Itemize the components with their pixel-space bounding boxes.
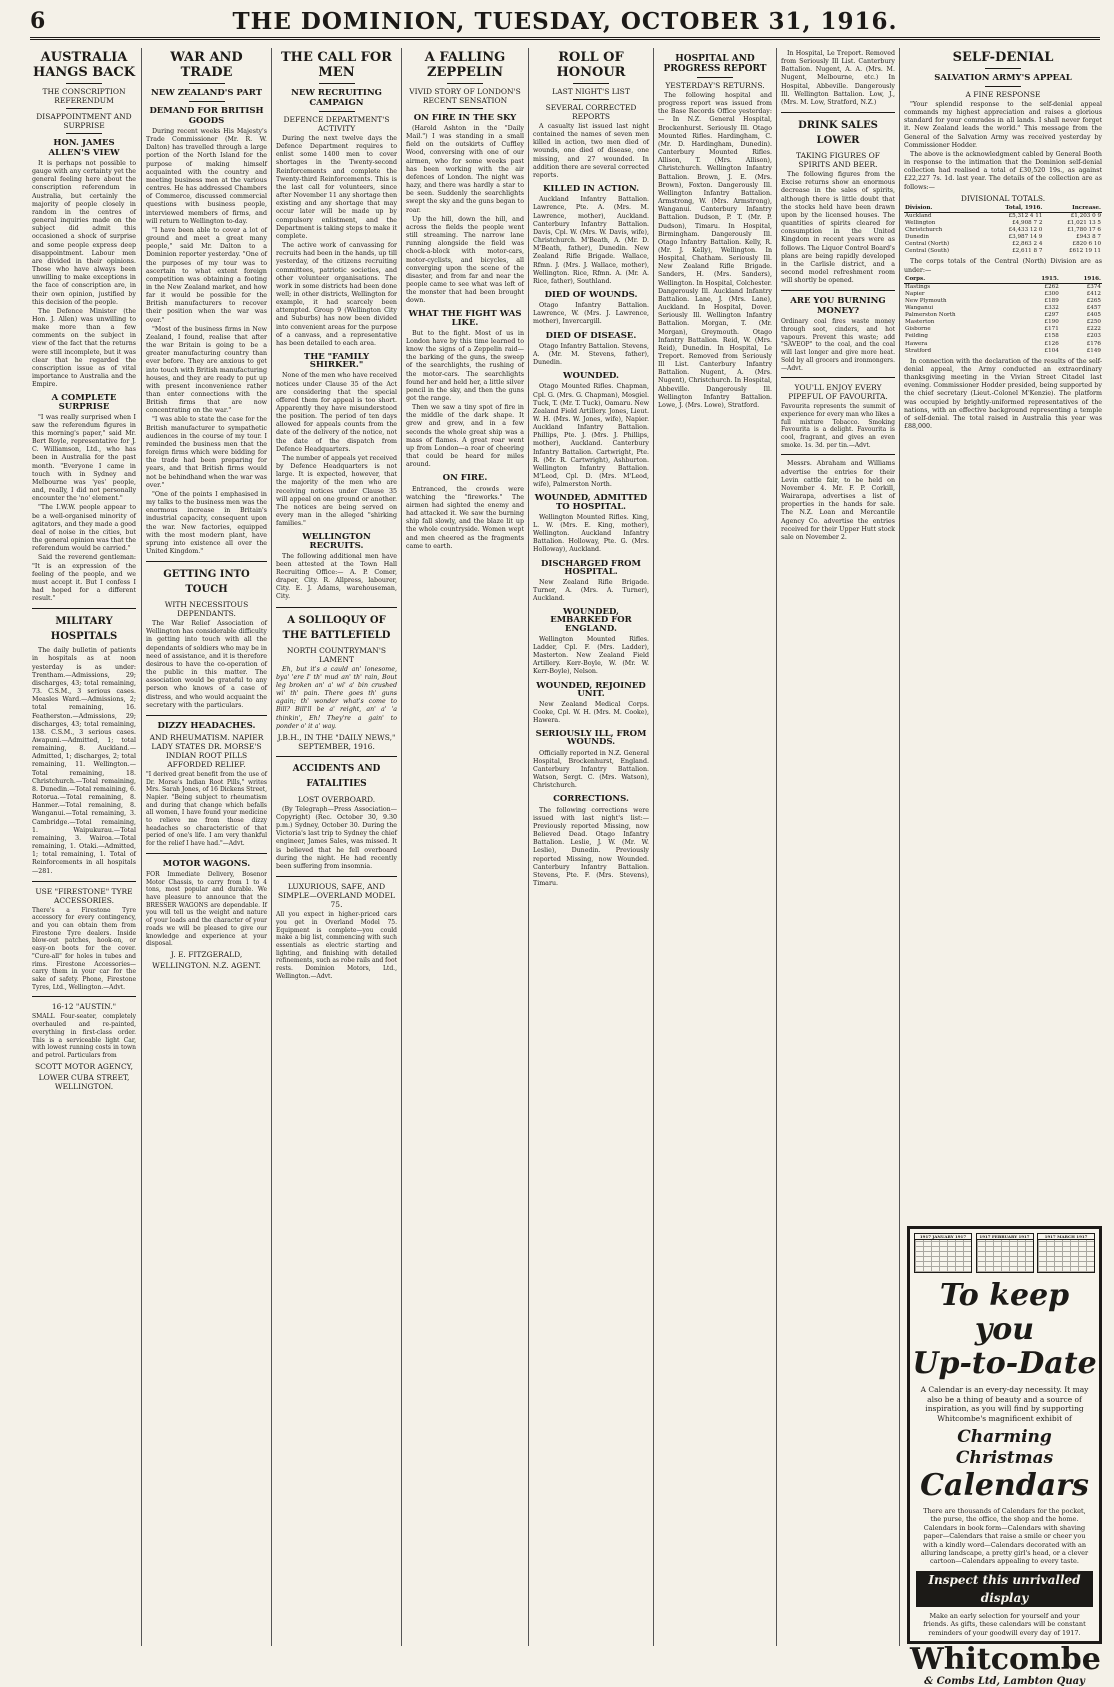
table-cell: £374 xyxy=(1086,283,1101,290)
section-heading: WOUNDED, REJOINED UNIT. xyxy=(536,680,646,699)
ad-agency: SCOTT MOTOR AGENCY, xyxy=(34,1061,134,1071)
poem-attribution: J.B.H., IN THE "DAILY NEWS," SEPTEMBER, 1916. xyxy=(277,732,396,751)
table-cell: £265 xyxy=(1086,297,1101,304)
column-rule xyxy=(401,48,402,1646)
headline: AUSTRALIA HANGS BACK xyxy=(33,50,135,80)
column-drink-sales xyxy=(781,50,895,1646)
casualty-list: Wellington Mounted Rifles. Ladder, Cpl. F. (Mrs. Ladder), Masterton. New Zealand Field Artillery. Kerr-Boyle, W. (Mr. W. Kerr-Boyle), Nelson. xyxy=(533,635,649,676)
table-cell: £612 19 11 xyxy=(1068,248,1101,255)
calendar-grid xyxy=(1038,1240,1094,1272)
ad-heading: USE "FIRESTONE" TYRE ACCESSORIES. xyxy=(35,886,133,905)
table-row xyxy=(904,333,1102,340)
ad-subheadline: Calendars xyxy=(920,1468,1089,1503)
deck: SALVATION ARMY'S APPEAL xyxy=(934,73,1072,83)
ad-deck: AND RHEUMATISM. NAPIER LADY STATES DR. MORSE'S INDIAN ROOT PILLS AFFORDED RELIEF. xyxy=(149,732,264,769)
column-roll-of-honour xyxy=(533,50,649,1646)
table-row xyxy=(904,283,1102,291)
calendar-grid xyxy=(915,1240,971,1272)
ad-text: Make an early selection for yourself and your friends. As gifts, these calendars will be constant reminders of your goodwill every day of 1917. xyxy=(923,1611,1086,1637)
subheading: A COMPLETE SURPRISE xyxy=(51,393,117,412)
table-row xyxy=(904,227,1102,234)
table-cell: Stratford xyxy=(905,347,932,354)
article-paragraph: None of the men who have received notices under Clause 35 of the Act are considering that the special offered them for appeal is too short. Apparently they have misunderstood the position. The period of ten days allowed for appeals counts from the date of the delivery of the notice, not the date of the dispatch from Defence Headquarters. xyxy=(276,372,397,453)
article-paragraph: Then we saw a tiny spot of fire in the middle of the dark shape. It grew and grew, and in a few seconds the whole great ship was a mass of flames. A great roar went up from London—a roar of cheering that could be heard for miles around. xyxy=(406,404,524,469)
table-cell: Central (North) xyxy=(905,241,950,248)
section-heading: CORRECTIONS. xyxy=(553,794,629,805)
article-paragraph: The active work of canvassing for recruits had been in the hands, up till yesterday, of the citizens recruiting committees, patriotic societies, and other volunteer organisations. The work in some districts had been done well; in other districts, Wellington for example, it had scarcely been attempted. Group 9 (Wellington City and Suburbs) has now been divided into convenient areas for the purpose of a canvass, and a representative has been detailed to each area. xyxy=(276,242,397,347)
table-cell: £3,987 14 9 xyxy=(1008,234,1043,241)
deck: A FINE RESPONSE xyxy=(965,90,1041,99)
article-paragraph: During the next twelve days the Defence Department requires to enlist some 1400 men to cover shortages in the Twenty-second Reinforcements and complete the Twenty-third Reinforcements. This is the last call for volunteers, since after November 11 any shortage then existing and any shortage that may occur later will be made up by compulsory enlistment, and the Department is taking steps to make it complete. xyxy=(276,135,397,240)
table-cell: £300 xyxy=(1044,290,1059,297)
casualty-list: Otago Infantry Battalion. Lawrence, W. (Mrs. J. Lawrence, mother), Invercargill. xyxy=(533,302,649,326)
table-header: Increase. xyxy=(1043,205,1102,213)
deck: NORTH COUNTRYMAN'S LAMENT xyxy=(286,645,387,664)
deck: LAST NIGHT'S LIST xyxy=(552,87,630,96)
corps-totals-table xyxy=(904,276,1102,355)
column-hospital-report xyxy=(658,50,772,1646)
table-cell: £1,203 0 9 xyxy=(1070,212,1101,219)
deck: TAKING FIGURES OF SPIRITS AND BEER. xyxy=(796,151,880,170)
ad-brand-address: & Combs Ltd, Lambton Quay xyxy=(924,1676,1085,1687)
table-cell: £412 xyxy=(1086,290,1101,297)
article-paragraph: "One of the points I emphasised in my talks to the business men was the enormous increase in Britain's industrial capacity, consequent upon the war. New factories, equipped with the most modern plant, have sprung into existence all over the United Kingdom." xyxy=(146,490,267,555)
table-row xyxy=(904,298,1102,305)
section-heading: KILLED IN ACTION. xyxy=(542,184,640,195)
table-cell: £190 xyxy=(1044,319,1059,326)
hospital-report-text: The following hospital and progress report was issued from the Base Records Office yesterday:— In N.Z. General Hospital, Brockenhurst. Seriously Ill. Otago Mounted Rifles. Hardingham, C. (Mr. D. Hardingham, Dunedin). Canterbury Mounted Rifles. Allison, T. (Mrs. Allison), Christchurch. Wellington Infantry Battalion. Brown, J. E. (Mrs. Brown), Foxton. Dangerously Ill. Wellington Infantry Battalion. Armstrong, W. (Mrs. Armstrong), Wanganui. Canterbury Infantry Battalion. Dudson, P. T. (Mr. P. Dudson), Timaru. In Hospital, Birmingham. Dangerously Ill. Otago Infantry Battalion. Kelly, R. (Mr. J. Kelly), Wellington. In Hospital, Chatham. Seriously Ill. New Zealand Rifle Brigade. Sanders, H. (Mrs. Sanders), Wellington. In Hospital, Colchester. Dangerously Ill. Auckland Infantry Battalion. Lane, J. (Mrs. Lane), Auckland. In Hospital, Dover. Seriously Ill. Wellington Infantry Battalion. Morgan, T. (Mr. Morgan), Greymouth. Otago Infantry Battalion. Reid, W. (Mrs. Reid), Dunedin. In Hospital, Le Treport. Removed from Seriously Ill List. Canterbury Infantry Battalion. Nugent, A. (Mrs. Nugent), Christchurch. In Hospital, Abbeville. Dangerously Ill. Wellington Infantry Battalion. Lowe, J. (Mrs. Lowe), Stratford. xyxy=(658,92,772,409)
table-cell: £1,780 17 6 xyxy=(1067,227,1101,233)
ad-signature: WELLINGTON. N.Z. AGENT. xyxy=(152,960,261,970)
column-rule xyxy=(141,48,142,1646)
table-cell: £405 xyxy=(1086,312,1101,319)
casualty-list: Officially reported in N.Z. General Hospital, Brockenhurst, England. Canterbury Infantry Battalion. Watson, Sergt. C. (Mrs. Watson), Christchurch. xyxy=(533,749,649,790)
subheading: WHAT THE FIGHT WAS LIKE. xyxy=(408,309,522,328)
advertisement: There's a Firestone Tyre accessory for every contingency, and you can obtain them from Firestone Tyre dealers. Inside blow-out patches, hook-on, or easy-on boots for the cover. "Cure-all" for holes in tubes and rims. Firestone Accessories—carry them in your car for the sake of safety. Phone, Firestone Tyres, Ltd., Wellington.—Advt. xyxy=(32,906,136,991)
deck: DEMAND FOR BRITISH GOODS xyxy=(149,106,264,126)
ad-heading: 16-12 "AUSTIN." xyxy=(51,1002,117,1012)
table-cell: £4,908 7 2 xyxy=(1012,219,1043,226)
calendar-month-title: 1917 FEBRUARY 1917 xyxy=(977,1234,1033,1240)
ad-heading: MOTOR WAGONS. xyxy=(162,858,251,869)
table-header: 1915. xyxy=(1018,276,1060,284)
casualty-list: The following corrections were issued with last night's list:— Previously reported Missing, now Believed Dead. Otago Infantry Battalion. Leslie, J. W. (Mr. W. Leslie), Dunedin. Previously reported Missing, now Wounded. Canterbury Infantry Battalion. Stevens, Pte. F. (Mrs. Stevens), Timaru. xyxy=(533,806,649,887)
table-header: Corps. xyxy=(904,276,1018,284)
table-cell: £5,312 4 11 xyxy=(1008,212,1043,219)
table-cell: Gisborne xyxy=(905,326,931,333)
table-cell: Christchurch xyxy=(905,227,943,233)
section-heading: DISCHARGED FROM HOSPITAL. xyxy=(541,558,641,577)
ad-banner: Inspect this unrivalled display xyxy=(916,1571,1093,1607)
table-cell: Palmerston North xyxy=(905,312,956,319)
deck: VIVID STORY OF LONDON'S RECENT SENSATION xyxy=(409,87,521,105)
advertisement: FOR Immediate Delivery, Bosenor Motor Chassis, to carry from 1 to 4 tons, most popular and durable. We have pleasure to announce that the BRESSER WAGONS are dependable. If you will tell us the weight and nature of your loads and the character of your roads we will be pleased to give our knowledge and experience at your disposal. xyxy=(146,870,267,948)
section-heading: DIED OF DISEASE. xyxy=(545,330,637,341)
hospital-report-text: In Hospital, Le Treport. Removed from Seriously Ill List. Canterbury Battalion. Nugent, A. A. (Mrs. M. Nugent, Melbourne, etc.) In Hospital, Abbeville. Dangerously Ill. Wellington Battalion. Low, J., (Mrs. M. Low, Stratford, N.Z.) xyxy=(781,50,895,106)
calendar-strip xyxy=(910,1229,1099,1273)
poem-text: Eh, but it's a cauld an' lonesome, bya' 'ere I' th' mud an' th' rain, Bout leg broken an' a' wi' a' bin crushed wi' th' pain. There goes th' guns again; th' wonder what's come to Bill? Bill'll be a' reight, an' a' 'a thinkin', Eh! They're a gain' to ponder o' it a' way. xyxy=(276,665,397,730)
article-paragraph: During recent weeks His Majesty's Trade Commissioner (Mr. R. W. Dalton) has travelled through a large portion of the North Island for the purpose of making himself acquainted with the country and meeting business men at the various centres. He has addressed Chambers of Commerce, discussed commercial questions with business people, interviewed members of firms, and will return to Wellington to-day. xyxy=(146,128,267,225)
subheading: ON FIRE. xyxy=(442,473,488,484)
table-header: 1916. xyxy=(1060,276,1102,284)
headline: DRINK SALES LOWER xyxy=(798,120,878,147)
ad-text: There are thousands of Calendars for the pocket, the purse, the office, the shop and the home. Calendars in book form—Calendars with shaving paper—Calendars that raise a smile or cheer you with a kindly word—Calendars decorated with an alluring landscape, a pretty girl's head, or a clever cartoon—Calendars appealing to every taste. xyxy=(920,1507,1089,1566)
casualty-list: Otago Mounted Rifles. Chapman, Cpl. G. (Mrs. G. Chapman), Mosgiel. Tuck, T. (Mr. T. Tuck), Oamaru. New Zealand Field Artillery. Jones, Lieut. W. H. (Mrs. W. Jones, wife), Napier. Auckland Infantry Battalion. Phillips, Pte. J. (Mrs. J. Phillips, mother), Auckland. Canterbury Infantry Battalion. Cartwright, Pte. R. (Mr. R. Cartwright), Ashburton. Wellington Infantry Battalion. M'Leod, Cpl. D. (Mrs. M'Leod, wife), Palmerston North. xyxy=(533,383,649,489)
newspaper-title: THE DOMINION, TUESDAY, OCTOBER 31, 1916. xyxy=(232,8,898,35)
calendar-month-title: 1917 JANUARY 1917 xyxy=(915,1234,971,1240)
table-cell: Wellington xyxy=(905,219,936,226)
column-rule xyxy=(776,48,777,1646)
ad-heading: YOU'LL ENJOY EVERY PIPEFUL OF FAVOURITA. xyxy=(788,383,888,402)
deck: NEW RECRUITING CAMPAIGN xyxy=(291,88,382,108)
ad-heading: ARE YOU BURNING MONEY? xyxy=(790,296,886,317)
article-paragraph: Said the reverend gentleman: "It is an expression of the feeling of the people, and we must accept it. But I confess I had hoped for a different result." xyxy=(32,554,136,603)
article-paragraph: It is perhaps not possible to gauge with any certainty yet the general feeling here about the conscription referendum in Australia, but certainly the majority of people closely in random in the centres of general inquiries made on the subject did admit this occasioned a shock of surprise and some people express deep disappointment. Labour men are divided in their opinions. Those who have always been unwilling to make exceptions in the face of conscription are, in their own opinion, justified by this decision of the people. xyxy=(32,160,136,306)
deck: DISAPPOINTMENT AND SURPRISE xyxy=(36,112,132,130)
subheading: THE "FAMILY SHIRKER." xyxy=(303,352,370,371)
article-paragraph: Messrs. Abraham and Williams advertise the entries for their Levin cattle fair, to be held on November 4. Mr. F. P. Corkill, Wairarapa, advertises a list of properties in the hands for sale. The N.Z. Loan and Mercantile Agency Co. advertise the entries received for their Upper Hutt stock sale on November 2. xyxy=(781,460,895,541)
table-row xyxy=(904,212,1102,220)
headline: ROLL OF HONOUR xyxy=(556,50,626,80)
table-row xyxy=(904,291,1102,298)
article-paragraph: The following additional men have been attested at the Town Hall Recruiting Office:— A. P. Comer, draper, City. R. Allpress, labourer, City. E. J. Adams, warehouseman, City. xyxy=(276,552,397,601)
article-paragraph: The Defence Minister (the Hon. J. Allen) was unwilling to make more than a few comments on the subject in view of the fact that the returns were still incomplete, but it was clear that he regarded the conscription issue as of vital importance to Australia and the Empire. xyxy=(32,307,136,389)
column-rule xyxy=(899,48,900,1646)
table-row xyxy=(904,326,1102,333)
table-row xyxy=(904,312,1102,319)
advertisement: SMALL Four-seater, completely overhauled and re-painted, everything in first-class order. This is a serviceable light Car, with lowest running costs in town and petrol. Particulars from xyxy=(32,1013,136,1059)
table-cell: £332 xyxy=(1044,305,1059,312)
table-header: Total, 1916. xyxy=(980,205,1044,213)
table-cell: Dunedin xyxy=(905,234,929,241)
table-title: DIVISIONAL TOTALS. xyxy=(960,193,1046,203)
casualty-list: Wellington Mounted Rifles. King, L. W. (Mrs. E. King, mother), Wellington. Auckland Infantry Battalion. Holloway, Pte. G. (Mrs. Holloway), Auckland. xyxy=(533,513,649,554)
column-war-and-trade xyxy=(146,50,267,1646)
deck: WITH NECESSITOUS DEPENDANTS. xyxy=(164,600,249,619)
column-self-denial xyxy=(904,50,1102,1218)
table-cell: £2,611 8 7 xyxy=(1012,248,1043,255)
table-cell: Central (South) xyxy=(905,248,950,255)
ad-headline: To keep you xyxy=(939,1278,1070,1347)
table-cell: Hawera xyxy=(905,340,928,347)
ad-text: A Calendar is an every-day necessity. It may also be a thing of beauty and a source of inspiration, as you will find by supporting Whitcombe's magnificent exhibit of xyxy=(920,1385,1089,1423)
article-paragraph: (Harold Ashton in the "Daily Mail.") I was standing in a small field on the outskirts of Cuffley Wood, conversing with one of our airmen, who for some weeks past has been working with the air defences of London. The night was hazy, and there was hardly a star to be seen. Suddenly the searchlights swept the sky and the guns began to roar. xyxy=(406,125,524,214)
section-heading: WOUNDED, EMBARKED FOR ENGLAND. xyxy=(550,607,632,634)
deck: NEW ZEALAND'S PART xyxy=(150,88,263,98)
calendar-month xyxy=(914,1233,972,1273)
table-row xyxy=(904,348,1102,355)
article-paragraph: In connection with the declaration of the results of the self-denial appeal, the Army conducted an extraordinary thanksgiving meeting in the Vivian Street Citadel last evening. Commissioner Hodder presided, being supported by the chief secretary (Lieut.-Colonel M'Kenzie). The platform was occupied by brightly-uniformed representatives of the nations, with an effective background representing a temple of self-denial. The total raised in Australia this year was £88,000. xyxy=(904,357,1102,430)
deck: HON. JAMES ALLEN'S VIEW xyxy=(48,138,120,158)
calendar-month xyxy=(976,1233,1034,1273)
headline: A FALLING ZEPPELIN xyxy=(424,50,506,80)
table-cell: New Plymouth xyxy=(905,297,947,304)
article-paragraph: "The I.W.W. people appear to be a well-organised minority of agitators, and they made a good deal of noise in the cities, but the general opinion was that the referendum would be carried." xyxy=(32,504,136,553)
advertisement: Favourita represents the summit of experience for every man who likes a full mixture Tobacco. Smoking Favourita is a delight. Favourita is cool, fragrant, and gives an even smoke. 1s. 3d. per tin.—Advt. xyxy=(781,403,895,449)
article-paragraph: The number of appeals yet received by Defence Headquarters is not large. It is expected, however, that the majority of the men who are receiving notices under Clause 35 will appeal on one ground or another. The notices are being served on every man in the alleged "shirking families." xyxy=(276,454,397,528)
article-paragraph: The daily bulletin of patients in hospitals as at noon yesterday is as under: Trentham.—Admissions, 29; discharges, 43; total remaining, 73. C.S.M., 3 serious cases. Measles Ward.—Admissions, 2; total remaining, 16. Featherston.—Admissions, 29; discharges, 43; total remaining, 138. C.S.M., 3 serious cases. Awapuni.—Admitted, 1; total remaining, 8. Auckland.—Admitted, 1; discharges, 2; total remaining, 11. Wellington.—Total remaining, 18. Christchurch.—Total remaining, 8. Dunedin.—Total remaining, 6. Rotorua.—Total remaining, 8. Hanmer.—Total remaining, 8. Wanganui.—Total remaining, 3. Cambridge.—Total remaining, 1. Waipukurau.—Total remaining, 3. Wairoa.—Total remaining, 1. Otaki.—Admitted, 1; total remaining, 1. Total of Reinforcements in all hospitals—281. xyxy=(32,647,136,875)
headline: GETTING INTO TOUCH xyxy=(163,569,250,596)
table-cell: £262 xyxy=(1044,283,1059,290)
ad-address: LOWER CUBA STREET, WELLINGTON. xyxy=(38,1072,130,1091)
advertisement: All you expect in higher-priced cars you get in Overland Model 75. Equipment is complete—you could make a big list, commencing with such essentials as electric starting and lighting, and finishing with detailed refinements, such as robe rails and foot rests. Dominion Motors, Ltd., Wellington.—Advt. xyxy=(276,911,397,980)
column-rule xyxy=(271,48,272,1646)
section-heading: WOUNDED. xyxy=(562,371,619,382)
table-cell: Wanganui xyxy=(905,305,934,312)
divisional-totals-table xyxy=(904,205,1102,256)
article-paragraph: "Your splendid response to the self-denial appeal commands my highest appreciation and raises a glorious standard for your comrades in all lands. I shall never forget it. New Zealand leads the world." This message from the General of the Salvation Army was received yesterday by Commissioner Hodder. xyxy=(904,101,1102,149)
headline: MILITARY HOSPITALS xyxy=(50,616,118,643)
ad-signature: J. E. FITZGERALD, xyxy=(170,949,243,959)
table-cell: £149 xyxy=(1086,347,1101,354)
advertisement: "I derived great benefit from the use of Dr. Morse's Indian Root Pills," writes Mrs. Sarah Jones, of 16 Dickens Street, Napier. "Being subject to rheumatism and during that change which befalls all women, I have found your medicine to relieve me from those dizzy headaches so characteristic of that period of one's life. I am very thankful for the relief I have had."—Advt. xyxy=(146,770,267,848)
whitcombe-calendar-advertisement xyxy=(907,1226,1102,1687)
table-cell: Hastings xyxy=(905,283,931,290)
table-cell: £176 xyxy=(1086,340,1101,347)
table-cell: £189 xyxy=(1044,297,1059,304)
table-row xyxy=(904,341,1102,348)
deck: DEFENCE DEPARTMENT'S ACTIVITY xyxy=(283,115,390,133)
column-rule xyxy=(653,48,654,1646)
calendar-grid xyxy=(977,1240,1033,1272)
table-cell: £297 xyxy=(1044,312,1059,319)
headline: SELF-DENIAL xyxy=(952,50,1054,65)
article-paragraph: But to the fight. Most of us in London have by this time learned to know the signs of a Zeppelin raid—the barking of the guns, the sweep of the searchlights, the rushing of the motor-cars. The searchlights found her and held her, a little silver pencil in the sky, and then the guns got the range. xyxy=(406,329,524,402)
table-cell: £1,021 13 5 xyxy=(1067,219,1101,226)
headline: A SOLILOQUY OF THE BATTLEFIELD xyxy=(282,614,391,641)
article-paragraph: The corps totals of the Central (North) Division are as under:— xyxy=(904,258,1102,274)
article-paragraph: "I was really surprised when I saw the referendum figures in this morning's paper," said Mr. Bert Royle, representative for J. C. Williamson, Ltd., who has been in Australia for the past month. "Everyone I came in touch with in Sydney and Melbourne was 'yes' people, and, really, I did not personally encounter the 'no' element." xyxy=(32,413,136,503)
table-cell: Masterton xyxy=(905,319,935,326)
headline: HOSPITAL AND PROGRESS REPORT xyxy=(663,54,767,74)
table-row xyxy=(904,248,1102,255)
section-heading: SERIOUSLY ILL, FROM WOUNDS. xyxy=(535,729,647,748)
column-call-for-men xyxy=(276,50,397,1646)
calendar-month xyxy=(1037,1233,1095,1273)
headline: ACCIDENTS AND FATALITIES xyxy=(292,763,381,789)
headline: THE CALL FOR MEN xyxy=(281,50,392,80)
casualty-list: Auckland Infantry Battalion. Lawrence, Pte. A. (Mrs. M. Lawrence, mother), Auckland. Canterbury Infantry Battalion. Davis, Cpl. W. (Mrs. W. Davis, wife), Christchurch. M'Beath, A. (Mr. D. M'Beath, father), Dunedin. New Zealand Rifle Brigade. Wallace, Rfmn. J. (Mrs. J. Wallace, mother), Wellington. Rice, Rfmn. A. (Mr. A. Rice, father), Southland. xyxy=(533,196,649,285)
section-heading: DIED OF WOUNDS. xyxy=(544,289,638,300)
casualty-list: New Zealand Medical Corps. Cooke, Cpl. W. H. (Mrs. M. Cooke), Hawera. xyxy=(533,700,649,725)
table-cell: £222 xyxy=(1086,326,1101,333)
table-row xyxy=(904,319,1102,326)
table-cell: £104 xyxy=(1044,347,1059,354)
table-header: Division. xyxy=(904,205,980,213)
article-paragraph: The following figures from the Excise returns show an enormous decrease in the sales of spirits, although there is little doubt that the stocks held have been drawn upon by the licensed houses. The quantities of spirits cleared for consumption in the United Kingdom in recent years were as follows. The Liquor Control Board's plans are being rapidly developed in the Carlisle district, and a second model refreshment room will shortly be opened. xyxy=(781,171,895,285)
column-zeppelin xyxy=(406,50,524,1646)
table-cell: £126 xyxy=(1044,340,1059,347)
ad-subheadline: Charming Christmas xyxy=(955,1427,1054,1468)
article-paragraph: "Most of the business firms in New Zealand, I found, realise that after the war Britain is going to be a greater manufacturing country than ever before. They are anxious to get into touch with British manufacturing houses, and they are ready to put up with present inconvenience rather than enter connections with the British firms that are now concentrating on the war." xyxy=(146,325,267,415)
masthead xyxy=(30,6,1100,40)
page-number: 6 xyxy=(30,8,46,34)
article-paragraph: The War Relief Association of Wellington has considerable difficulty in getting into touch with all the dependants of soldiers who may be in need of assistance, and it is therefore desirous to have the co-operation of the public in this matter. The association would be grateful to any person who knows of a case of distress, and who would acquaint the secretary with the particulars. xyxy=(146,620,267,709)
ad-heading: LUXURIOUS, SAFE, AND SIMPLE—OVERLAND MODEL 75. xyxy=(278,882,395,910)
table-row xyxy=(904,220,1102,227)
subheading: WELLINGTON RECRUITS. xyxy=(302,532,371,551)
ad-heading: DIZZY HEADACHES. xyxy=(157,720,256,731)
table-cell: £203 xyxy=(1086,333,1101,340)
advertisement: Ordinary coal fires waste money through soot, cinders, and hot vapours. Prevent this waste; add "SAVEOP" to the coal, and the coal will last longer and give more heat. Sold by all grocers and ironmongers.—Advt. xyxy=(781,318,895,372)
article-paragraph: A casualty list issued last night contained the names of seven men killed in action, two men died of wounds, one died of disease, one missing, and 27 wounded. In addition there are several corrected reports. xyxy=(533,123,649,179)
ad-headline: Up-to-Date xyxy=(912,1346,1097,1381)
table-cell: Auckland xyxy=(905,212,932,219)
table-cell: £250 xyxy=(1086,319,1101,326)
table-cell: £4,433 12 0 xyxy=(1008,227,1043,233)
deck: LOST OVERBOARD. xyxy=(297,794,376,804)
calendar-month-title: 1917 MARCH 1917 xyxy=(1038,1234,1094,1240)
deck: ON FIRE IN THE SKY xyxy=(413,113,517,123)
article-paragraph: "I was able to state the case for the British manufacturer to sympathetic audiences in the course of my tour. I reminded the business men that the foreign firms which were bidding for the trade had been preparing for years, and that British firms would not be behindhand when the war was over." xyxy=(146,416,267,489)
headline: WAR AND TRADE xyxy=(170,50,243,80)
column-rule xyxy=(528,48,529,1646)
deck: THE CONSCRIPTION REFERENDUM xyxy=(42,87,126,105)
article-paragraph: (By Telegraph—Press Association—Copyright) (Rec. October 30, 9.30 p.m.) Sydney, October 30. During the Victoria's last trip to Sydney the chief engineer, James Sales, was missed. It is believed that he fell overboard during the night. He had recently been suffering from insomnia. xyxy=(276,805,397,870)
table-cell: £158 xyxy=(1044,333,1059,340)
deck: YESTERDAY'S RETURNS. xyxy=(665,81,765,90)
deck: SEVERAL CORRECTED REPORTS xyxy=(545,103,637,121)
ad-brand: Whitcombe xyxy=(910,1642,1101,1678)
table-cell: Napier xyxy=(905,290,925,297)
article-paragraph: Up the hill, down the hill, and across the fields the people went still streaming. The narrow lane running alongside the field was chock-a-block with motor-cars, motor-cyclists, and bicycles, all converging upon the scene of the disaster, and from far and near the people came to see what was left of the monster that had been brought down. xyxy=(406,215,524,305)
table-row xyxy=(904,305,1102,312)
article-paragraph: "I have been able to cover a lot of ground and meet a great many people," said Mr. Dalton to a Dominion reporter yesterday. "One of the purposes of my tour was to ascertain to what extent foreign competition was obtaining a footing in the New Zealand market, and how far it would be possible for the British manufacturers to recover their position when the war was over." xyxy=(146,226,267,324)
article-paragraph: The above is the acknowledgment cabled by General Booth in response to the intimation that the Dominion self-denial collection had realised a total of £30,520 19s., as against £22,227 7s. 1d. last year. The details of the collection are as follows:— xyxy=(904,150,1102,191)
article-paragraph: Entranced, the crowds were watching the "fireworks." The airmen had sighted the enemy and had attacked it. We saw the burning ship fall slowly, and the blaze lit up the whole countryside. Women wept and men cheered as the fragments came to earth. xyxy=(406,485,524,550)
casualty-list: Otago Infantry Battalion. Stevens, A. (Mr. M. Stevens, father), Dunedin. xyxy=(533,342,649,367)
table-cell: £171 xyxy=(1044,326,1059,333)
table-cell: £820 6 10 xyxy=(1072,241,1101,248)
column-australia xyxy=(32,50,136,1646)
section-heading: WOUNDED, ADMITTED TO HOSPITAL. xyxy=(534,493,648,512)
table-cell: Feilding xyxy=(905,333,929,340)
casualty-list: New Zealand Rifle Brigade. Turner, A. (Mrs. A. Turner), Auckland. xyxy=(533,578,649,603)
table-cell: £943 8 7 xyxy=(1076,234,1101,241)
table-cell: £457 xyxy=(1086,305,1101,312)
table-cell: £2,863 2 4 xyxy=(1012,241,1043,248)
